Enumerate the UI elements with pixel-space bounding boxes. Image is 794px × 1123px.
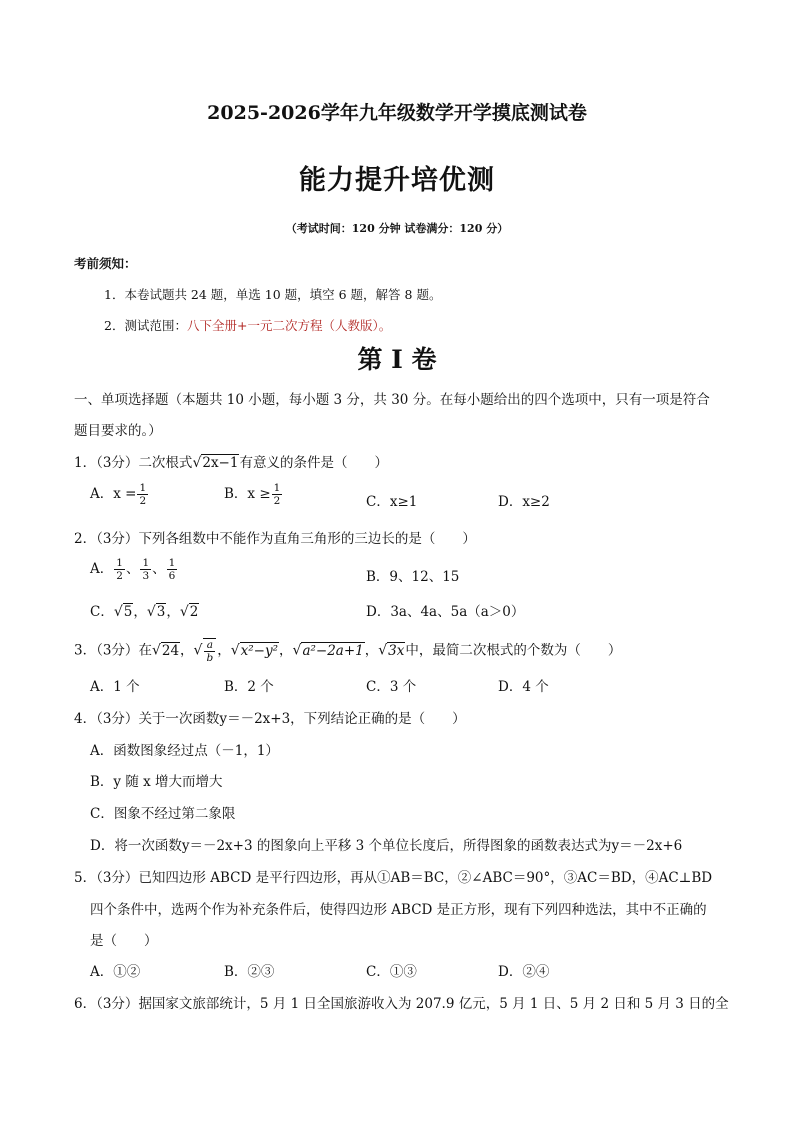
- question-4-number: 4．（3分）: [74, 711, 139, 727]
- volume-heading: 第 I 卷: [357, 345, 437, 374]
- sqrt-icon: √: [230, 642, 240, 659]
- question-2-stem: [74, 527, 476, 547]
- fraction-num: 1: [139, 482, 147, 494]
- fraction: [203, 638, 216, 664]
- question-2-number: 2．（3分）: [74, 531, 139, 547]
- question-1-option-a: [90, 482, 149, 507]
- question-3-stem: 3．（3分）在√24，√ $\frac{a}{b}$ ，√x²−y²，√a²−2a+1，√3x中，最简二次根式的个数为（ ）: [74, 639, 622, 664]
- question-1-option-d: D．x≥2: [498, 494, 550, 510]
- notes-heading: 考前须知：: [74, 256, 137, 271]
- question-1-stem: [74, 451, 388, 471]
- question-4-text: 关于一次函数y＝－2x+3，下列结论正确的是（ ）: [138, 711, 466, 727]
- question-3-option-c: C．3 个: [366, 679, 417, 695]
- fraction: [272, 482, 283, 507]
- option-label: A．: [90, 486, 114, 502]
- sqrt-icon: √: [113, 604, 123, 620]
- question-5-option-b: B．②③: [224, 964, 275, 980]
- radicand: 5: [123, 604, 133, 620]
- fraction-den: 2: [139, 495, 147, 507]
- sqrt-icon: √: [378, 642, 388, 659]
- radicand: 2: [189, 604, 199, 620]
- question-3-number: 3．（3分）: [74, 642, 139, 659]
- question-4-option-c: C．图象不经过第二象限: [90, 806, 236, 822]
- fraction-den: 2: [273, 495, 281, 507]
- fraction-den: b: [206, 652, 214, 664]
- question-3-text-end: 中，最简二次根式的个数为（ ）: [405, 642, 622, 659]
- question-2-option-d: D．3a、4a、5a（a＞0）: [366, 604, 525, 620]
- option-label: C．: [90, 604, 114, 620]
- exam-info: （考试时间：120 分钟 试卷满分：120 分）: [285, 222, 509, 235]
- fraction: [114, 557, 125, 582]
- question-2-option-b: B．9、12、15: [366, 569, 460, 585]
- question-5-option-d: D．②④: [498, 964, 550, 980]
- option-text: x ≥: [247, 486, 271, 502]
- question-6-text: 据国家文旅部统计，5 月 1 日全国旅游收入为 207.9 亿元，5 月 1 日、5 月 2 日和 5 月 3 日的全: [138, 996, 729, 1012]
- question-4-option-a: A．函数图象经过点（－1，1）: [90, 743, 279, 759]
- section-heading-line2: 题目要求的。）: [74, 423, 162, 439]
- radicand: a²−2a+1: [302, 642, 364, 659]
- fraction-den: 6: [168, 570, 176, 582]
- fraction: [137, 482, 148, 507]
- exam-subtitle: 能力提升培优测: [299, 165, 495, 196]
- question-5-stem-line2: 四个条件中，选两个作为补充条件后，使得四边形 ABCD 是正方形，现有下列四种选法，其中不正确的: [90, 902, 707, 918]
- question-6-stem: [74, 992, 729, 1012]
- question-1-option-b: [224, 482, 283, 507]
- question-5-option-c: C．①③: [366, 964, 417, 980]
- question-2-option-a: A． $\frac{1}{2}$ 、 $\frac{1}{3}$ 、 $\frac{1}{6}$: [90, 557, 176, 582]
- fraction: [140, 557, 151, 582]
- note-item-2: [104, 316, 391, 334]
- exam-title: 2025-2026学年九年级数学开学摸底测试卷: [207, 102, 587, 124]
- question-6-number: 6．（3分）: [74, 996, 139, 1012]
- radicand: x²−y²: [240, 642, 279, 659]
- question-3-option-d: D．4 个: [498, 679, 549, 695]
- question-1-text: 二次根式: [138, 455, 193, 471]
- question-4-stem: [74, 707, 466, 727]
- option-text: x =: [113, 486, 137, 502]
- sqrt-icon: √: [192, 455, 202, 471]
- question-4-option-d: D．将一次函数y＝－2x+3 的图象向上平移 3 个单位长度后，所得图象的函数表达式为y＝－2x+6: [90, 838, 683, 854]
- question-3-option-a: A．1 个: [90, 679, 140, 695]
- question-5-option-a: A．①②: [90, 964, 141, 980]
- question-5-stem-line3: 是（ ）: [90, 933, 158, 949]
- question-5-text: 已知四边形 ABCD 是平行四边形，再从①AB＝BC，②∠ABC＝90°，③AC＝BD，④AC⊥BD: [138, 870, 713, 886]
- fraction: [167, 557, 178, 582]
- question-4-option-b: B．y 随 x 增大而增大: [90, 774, 223, 790]
- sqrt-icon: √: [146, 604, 156, 620]
- fraction-num: 1: [142, 557, 150, 569]
- fraction-num: a: [204, 639, 215, 652]
- radicand: 3x: [388, 642, 405, 659]
- sqrt-icon: √: [292, 642, 302, 659]
- sqrt-icon: √: [179, 604, 189, 620]
- fraction-num: 1: [273, 482, 281, 494]
- question-1-number: 1．（3分）: [74, 455, 139, 471]
- section-heading-line1: 一、单项选择题（本题共 10 小题，每小题 3 分，共 30 分。在每小题给出的四个选项中，只有一项是符合: [74, 392, 710, 408]
- question-2-text: 下列各组数中不能作为直角三角形的三边长的是（ ）: [138, 531, 476, 547]
- note-item-1: 1．本卷试题共 24 题，单选 10 题，填空 6 题，解答 8 题。: [104, 287, 442, 302]
- note-item-2-label: 2．测试范围：: [104, 318, 187, 333]
- test-scope: 八下全册+一元二次方程（人教版）。: [186, 318, 392, 333]
- question-1-option-c: C．x≥1: [366, 494, 418, 510]
- question-3-option-b: B．2 个: [224, 679, 274, 695]
- sqrt-icon: √: [151, 642, 161, 659]
- question-5-stem: [74, 866, 712, 886]
- fraction-num: 1: [116, 557, 123, 569]
- radicand: 3: [156, 604, 166, 620]
- option-label: A．: [90, 561, 114, 577]
- question-5-number: 5．（3分）: [74, 870, 139, 886]
- sqrt-icon: √: [193, 642, 203, 659]
- fraction-den: 2: [116, 570, 123, 582]
- question-2-option-c: C．√5，√3，√2: [90, 604, 199, 620]
- fraction-den: 3: [142, 570, 150, 582]
- radicand: 2x−1: [202, 455, 239, 471]
- question-3-text: 在: [138, 642, 152, 659]
- fraction-num: 1: [168, 557, 176, 569]
- option-label: B．: [224, 486, 248, 502]
- radicand: 24: [161, 642, 180, 659]
- question-1-text-end: 有意义的条件是（ ）: [239, 455, 388, 471]
